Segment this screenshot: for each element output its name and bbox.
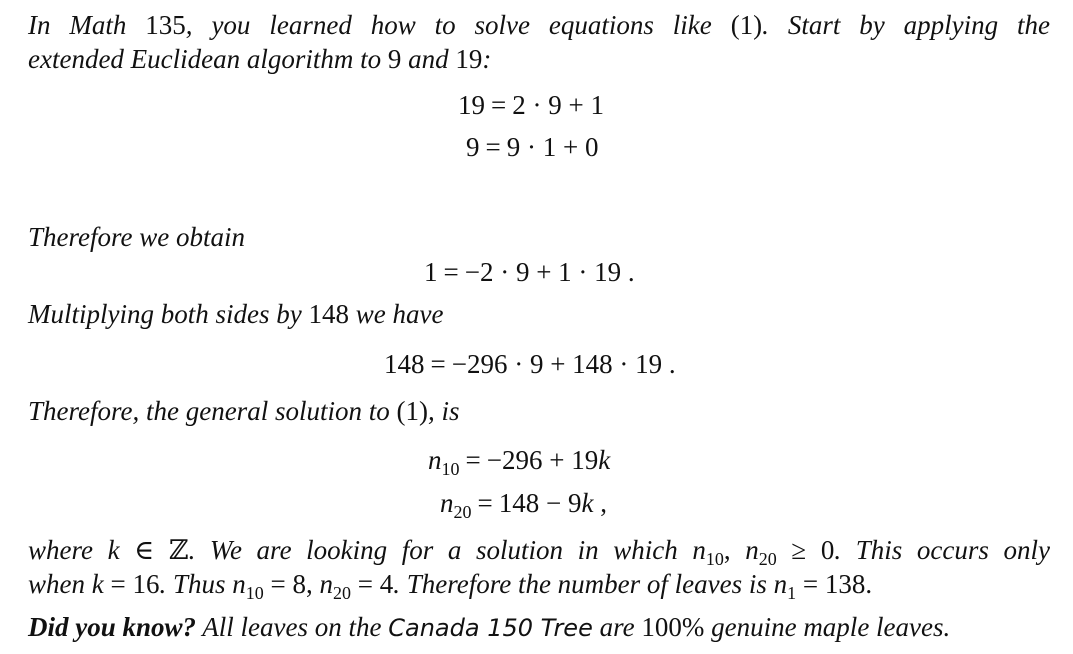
text: . We are looking for a solution in which	[188, 535, 693, 565]
intro-text: In Math	[28, 10, 146, 40]
percent-value: 100%	[641, 612, 705, 642]
tree-name: Canada 150 Tree	[388, 614, 593, 642]
subscript: 10	[441, 459, 460, 479]
value: = 8	[263, 569, 306, 599]
text: . Therefore the number of leaves is	[393, 569, 774, 599]
general-solution-sentence	[28, 394, 459, 428]
variable: n	[745, 535, 759, 565]
value: = 138	[796, 569, 866, 599]
text: , is	[427, 396, 460, 426]
eq-rhs: 9 · 1 + 0	[506, 132, 599, 162]
solution-n20: $n_{20} = 148 - 9k$ ,	[440, 488, 607, 522]
text: Multiplying both sides by	[28, 299, 309, 329]
variable: n	[319, 569, 333, 599]
solution-n10: $n_{10} = -296 + 19k$	[428, 445, 611, 479]
did-you-know	[28, 610, 950, 645]
intro-text: . Start by applying the	[762, 10, 1050, 40]
intro-text: , you learned how to solve equations like	[185, 10, 731, 40]
number: 19	[455, 44, 483, 74]
punctuation: ,	[593, 488, 607, 518]
value: = 16	[103, 569, 160, 599]
multiplying-sentence	[28, 297, 443, 331]
did-you-know-label: Did you know?	[28, 612, 197, 642]
euclid-step-1: 19 = 2 · 9 + 1	[458, 90, 604, 120]
eq-lhs: 9	[466, 132, 480, 162]
subscript: 20	[758, 549, 777, 569]
text: . Thus	[159, 569, 233, 599]
text: when	[28, 569, 92, 599]
text: where	[28, 535, 108, 565]
eq-lhs: 19	[458, 90, 485, 120]
variable: n	[440, 488, 454, 518]
subscript: 1	[787, 583, 797, 603]
intro-text: and	[401, 44, 456, 74]
text: Therefore, the general solution to	[28, 396, 397, 426]
variable: k	[107, 535, 120, 565]
intro-text: :	[482, 44, 492, 74]
eq-rhs: −296 · 9 + 148 · 19 .	[451, 349, 676, 379]
text: are	[592, 612, 642, 642]
variable: k	[91, 569, 104, 599]
variable: k	[598, 445, 611, 475]
punctuation: ,	[305, 569, 320, 599]
eq-lhs: 1	[424, 257, 438, 287]
variable: n	[428, 445, 442, 475]
punctuation: .	[865, 569, 873, 599]
euclid-step-2: 9 = 9 · 1 + 0	[466, 132, 599, 162]
subscript: 10	[705, 549, 724, 569]
subscript: 10	[245, 583, 264, 603]
value: = 4	[350, 569, 394, 599]
bezout-equation: 1 = −2 · 9 + 1 · 19 .	[424, 257, 635, 287]
eq-rhs: 2 · 9 + 1	[512, 90, 604, 120]
subscript: 20	[453, 502, 472, 522]
text: genuine maple leaves.	[704, 612, 951, 642]
variable: n	[232, 569, 246, 599]
integers-symbol: ℤ	[168, 535, 189, 565]
punctuation: ,	[723, 535, 746, 565]
intro-line-2	[28, 42, 491, 76]
eq-lhs: 148	[384, 349, 425, 379]
variable: n	[692, 535, 706, 565]
variable: n	[773, 569, 788, 599]
equation-reference: (1)	[730, 10, 763, 40]
element-of: ∈	[119, 535, 169, 565]
variable: k	[581, 488, 594, 518]
subscript: 20	[332, 583, 351, 603]
number: 9	[387, 44, 402, 74]
therefore-obtain: Therefore we obtain	[28, 222, 245, 252]
inequality: ≥ 0	[776, 535, 835, 565]
course-number: 135	[145, 10, 186, 40]
scaled-equation: 148 = −296 · 9 + 148 · 19 .	[384, 349, 676, 379]
conclusion-line-1	[28, 533, 1050, 567]
equation-reference: (1)	[396, 396, 428, 426]
text: . This occurs only	[834, 535, 1050, 565]
text: we have	[348, 299, 444, 329]
intro-line-1	[28, 8, 1050, 42]
multiplier: 148	[308, 299, 349, 329]
conclusion-line-2	[28, 567, 872, 601]
eq-rhs: −2 · 9 + 1 · 19 .	[464, 257, 635, 287]
text: All leaves on the	[196, 612, 389, 642]
eq-rhs: 148 − 9	[498, 488, 582, 518]
intro-text: extended Euclidean algorithm to	[28, 44, 388, 74]
eq-rhs: −296 + 19	[486, 445, 599, 475]
